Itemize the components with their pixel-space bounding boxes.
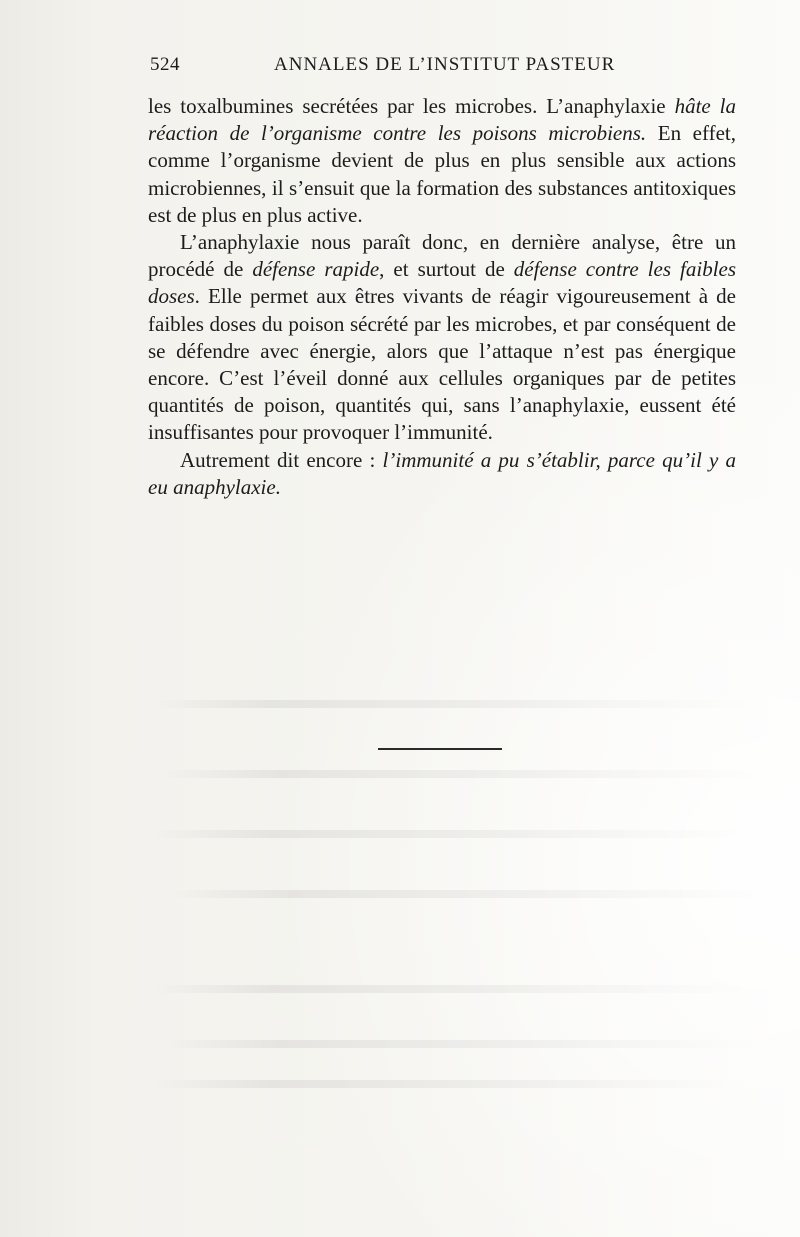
bleed-through-mark [150, 700, 750, 708]
running-title: ANNALES DE L’INSTITUT PASTEUR [274, 54, 616, 75]
bleed-through-mark [150, 985, 750, 993]
text-run: Autrement dit encore : [180, 447, 383, 472]
paragraph [148, 93, 736, 229]
italic-text-run: défense contre les faibles doses [148, 257, 737, 309]
bleed-through-mark [170, 890, 770, 898]
bleed-through-mark [150, 1080, 750, 1088]
paragraph [148, 229, 736, 447]
italic-text-run: défense rapide [252, 257, 380, 282]
section-separator-rule [378, 748, 502, 750]
paragraph [148, 447, 736, 501]
text-run: En effet, comme l’organisme devient de plus en plus sensible aux actions microbiennes, il s’ensuit que la formation des substances antitoxiques est de plus en plus active. [148, 121, 736, 227]
page-number: 524 [150, 54, 180, 75]
text-run: , et surtout de [379, 257, 514, 282]
bleed-through-mark [160, 770, 760, 778]
italic-text-run: hâte la réaction de l’organisme contre les poisons microbiens. [148, 94, 736, 146]
text-run: . Elle permet aux êtres vivants de réagir vigoureusement à de faibles doses du poison sécrété par les microbes, et par conséquent de se défendre avec énergie, alors que l’attaque n’est pas énergique encore. C’est l’éveil donné aux cellules organiques par de petites quantités de poison, quantités qui, sans l’anaphylaxie, eussent été insuffisantes pour provoquer l’immunité. [148, 284, 736, 445]
italic-text-run: l’immunité a pu s’établir, parce qu’il y a eu anaphylaxie. [148, 447, 736, 499]
body-text [148, 93, 736, 501]
bleed-through-mark [150, 830, 750, 838]
bleed-through-mark [160, 1040, 760, 1048]
page-header [150, 54, 740, 84]
text-run: L’anaphylaxie nous paraît donc, en dernière analyse, être un procédé de [148, 230, 736, 282]
text-run: les toxalbumines secrétées par les microbes. L’anaphylaxie [148, 94, 675, 118]
